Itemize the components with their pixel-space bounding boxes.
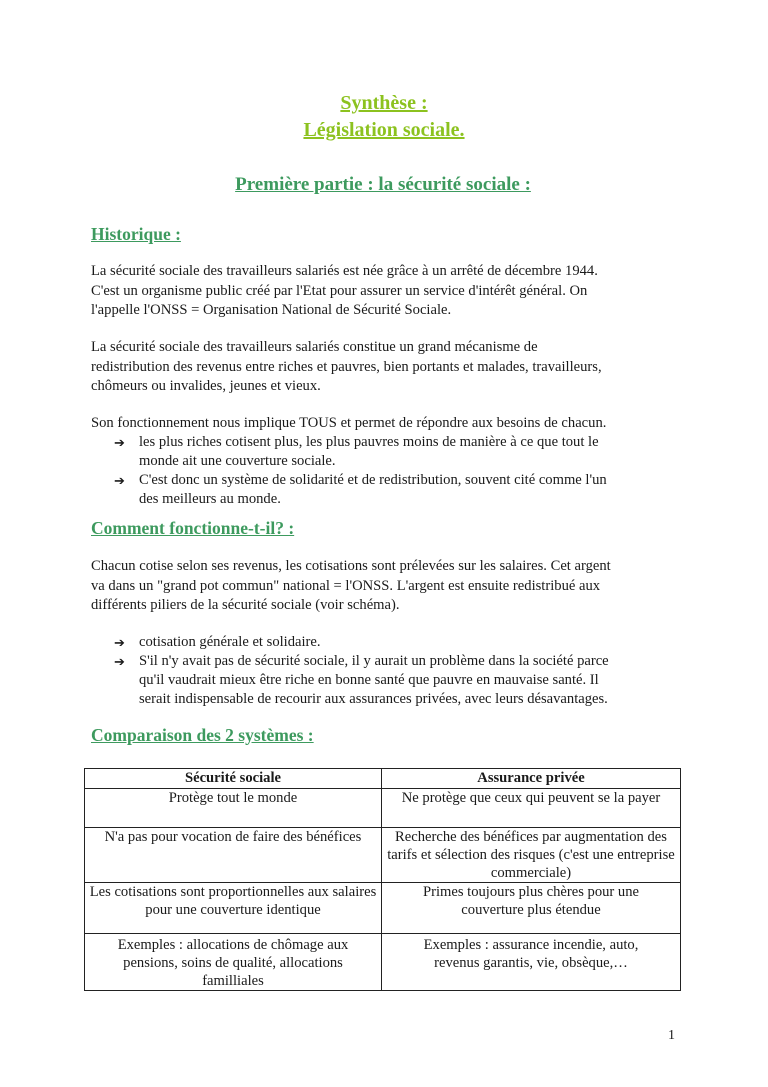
part-title	[0, 174, 768, 196]
heading-historique: Historique :	[91, 224, 181, 244]
text-line: des meilleurs au monde.	[139, 491, 281, 507]
paragraph	[91, 262, 691, 321]
text-line: l'appelle l'ONSS = Organisation National de Sécurité Sociale.	[91, 302, 452, 318]
table-row	[85, 828, 681, 883]
paragraph	[91, 414, 691, 434]
text-line: serait indispensable de recourir aux assurances privées, avec leurs désavantages.	[139, 691, 608, 707]
arrow-right-icon: ➔	[114, 654, 125, 669]
text-line: redistribution des revenus entre riches et pauvres, bien portants et malades, travailleurs,	[91, 358, 602, 375]
title-line-2: Législation sociale.	[303, 119, 465, 141]
table-cell: Les cotisations sont proportionnelles aux salaires pour une couverture identique	[85, 883, 382, 934]
text-line: Chacun cotise selon ses revenus, les cotisations sont prélevées sur les salaires. Cet argent	[91, 558, 611, 574]
table-cell: Exemples : allocations de chômage aux pensions, soins de qualité, allocations familliales	[85, 934, 382, 991]
bullet-item	[114, 433, 599, 471]
part-title-text: Première partie : la sécurité sociale :	[235, 174, 531, 195]
paragraph	[91, 338, 691, 397]
text-line: C'est donc un système de solidarité et de redistribution, souvent cité comme l'un	[139, 472, 607, 488]
title-line-1: Synthèse :	[340, 92, 428, 114]
comparison-table	[84, 768, 681, 991]
bullet-item	[114, 633, 321, 652]
table-row	[85, 883, 681, 934]
document-title	[0, 90, 768, 144]
text-line: C'est un organisme public créé par l'Etat pour assurer un service d'intérêt général. On	[91, 282, 588, 299]
text-line: Son fonctionnement nous implique TOUS et permet de répondre aux besoins de chacun.	[91, 415, 607, 431]
table-row	[85, 934, 681, 991]
text-line: La sécurité sociale des travailleurs salariés est née grâce à un arrêté de décembre 1944.	[91, 263, 598, 279]
text-line: les plus riches cotisent plus, les plus pauvres moins de manière à ce que tout le	[139, 434, 599, 450]
text-line: cotisation générale et solidaire.	[139, 634, 321, 650]
bullet-item	[114, 652, 609, 709]
table-cell: Primes toujours plus chères pour une couverture plus étendue	[382, 883, 681, 934]
table-cell: Recherche des bénéfices par augmentation des tarifs et sélection des risques (c'est une entreprise commerciale)	[382, 828, 681, 883]
page-number: 1	[668, 1028, 675, 1043]
arrow-right-icon: ➔	[114, 473, 125, 488]
text-line: La sécurité sociale des travailleurs salariés constitue un grand mécanisme de	[91, 339, 538, 355]
table-cell: Exemples : assurance incendie, auto, revenus garantis, vie, obsèque,…	[382, 934, 681, 991]
heading-comparaison: Comparaison des 2 systèmes :	[91, 725, 314, 745]
bullet-item	[114, 471, 607, 509]
text-line: monde ait une couverture sociale.	[139, 453, 336, 469]
table-row	[85, 789, 681, 828]
text-line: va dans un "grand pot commun" national = l'ONSS. L'argent est ensuite redistribué aux	[91, 577, 601, 594]
text-line: qu'il vaudrait mieux être riche en bonne santé que pauvre en mauvaise santé. Il	[139, 672, 599, 688]
text-line: S'il n'y avait pas de sécurité sociale, il y aurait un problème dans la société parce	[139, 653, 609, 669]
text-line: différents piliers de la sécurité sociale (voir schéma).	[91, 597, 400, 613]
column-header: Sécurité sociale	[85, 769, 382, 789]
table-header-row	[85, 769, 681, 789]
column-header: Assurance privée	[382, 769, 681, 789]
paragraph	[91, 557, 691, 616]
table-cell: Ne protège que ceux qui peuvent se la payer	[382, 789, 681, 828]
table-cell: Protège tout le monde	[85, 789, 382, 828]
text-line: chômeurs ou invalides, jeunes et vieux.	[91, 378, 321, 394]
table-cell: N'a pas pour vocation de faire des bénéfices	[85, 828, 382, 883]
arrow-right-icon: ➔	[114, 435, 125, 450]
arrow-right-icon: ➔	[114, 635, 125, 650]
heading-fonctionnement: Comment fonctionne-t-il? :	[91, 518, 295, 538]
